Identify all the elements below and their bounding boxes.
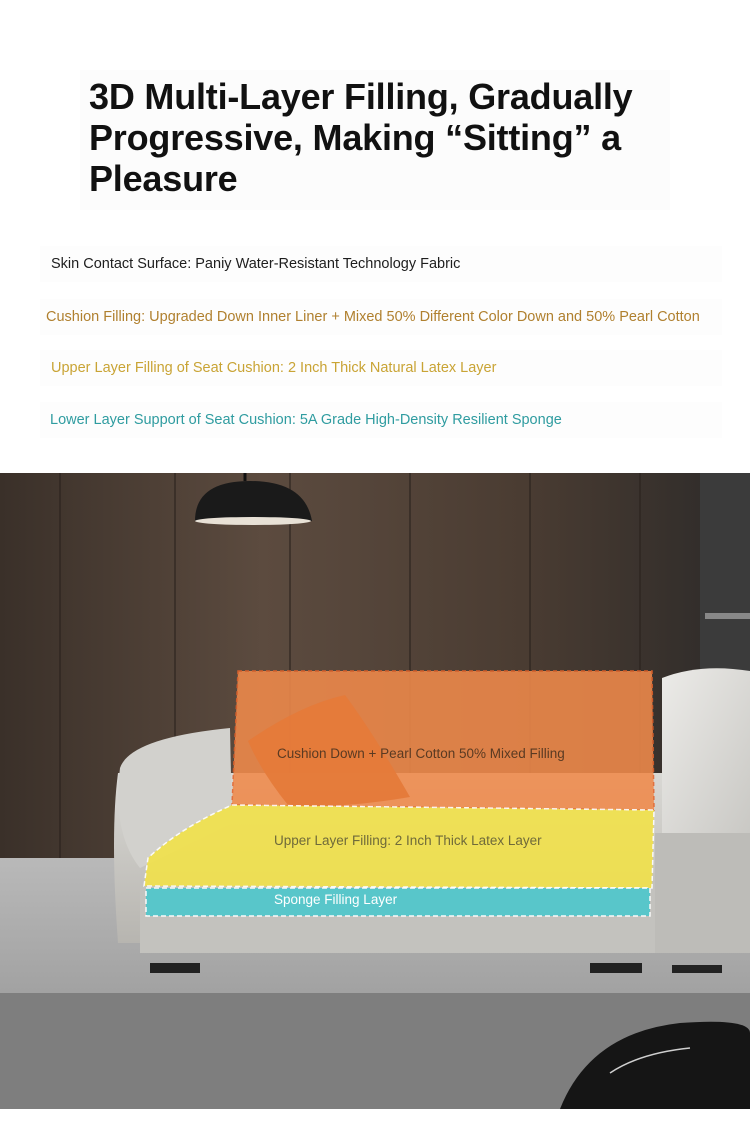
spec-lower-layer: [40, 402, 722, 438]
page-title: 3D Multi-Layer Filling, Gradually Progressive, Making “Sitting” a Pleasure: [89, 76, 633, 199]
sofa-product-photo: [0, 473, 750, 1109]
cushion-down-layer-label: Cushion Down + Pearl Cotton 50% Mixed Filling: [277, 746, 565, 761]
headline-block: [80, 70, 670, 210]
spec-lower-layer-text: Lower Layer Support of Seat Cushion: 5A Grade High-Density Resilient Sponge: [50, 412, 562, 428]
sofa-illustration: [0, 473, 750, 1109]
spec-cushion-filling: [40, 299, 722, 335]
spec-skin-contact-text: Skin Contact Surface: Paniy Water-Resistant Technology Fabric: [51, 256, 461, 272]
sponge-layer-label: Sponge Filling Layer: [274, 892, 398, 907]
spec-upper-layer: [40, 350, 722, 386]
spec-skin-contact: [40, 246, 722, 282]
spec-cushion-filling-text: Cushion Filling: Upgraded Down Inner Liner + Mixed 50% Different Color Down and 50% Pearl Cotton: [46, 309, 700, 325]
latex-layer-label: Upper Layer Filling: 2 Inch Thick Latex Layer: [274, 833, 542, 848]
spec-upper-layer-text: Upper Layer Filling of Seat Cushion: 2 Inch Thick Natural Latex Layer: [51, 360, 497, 376]
